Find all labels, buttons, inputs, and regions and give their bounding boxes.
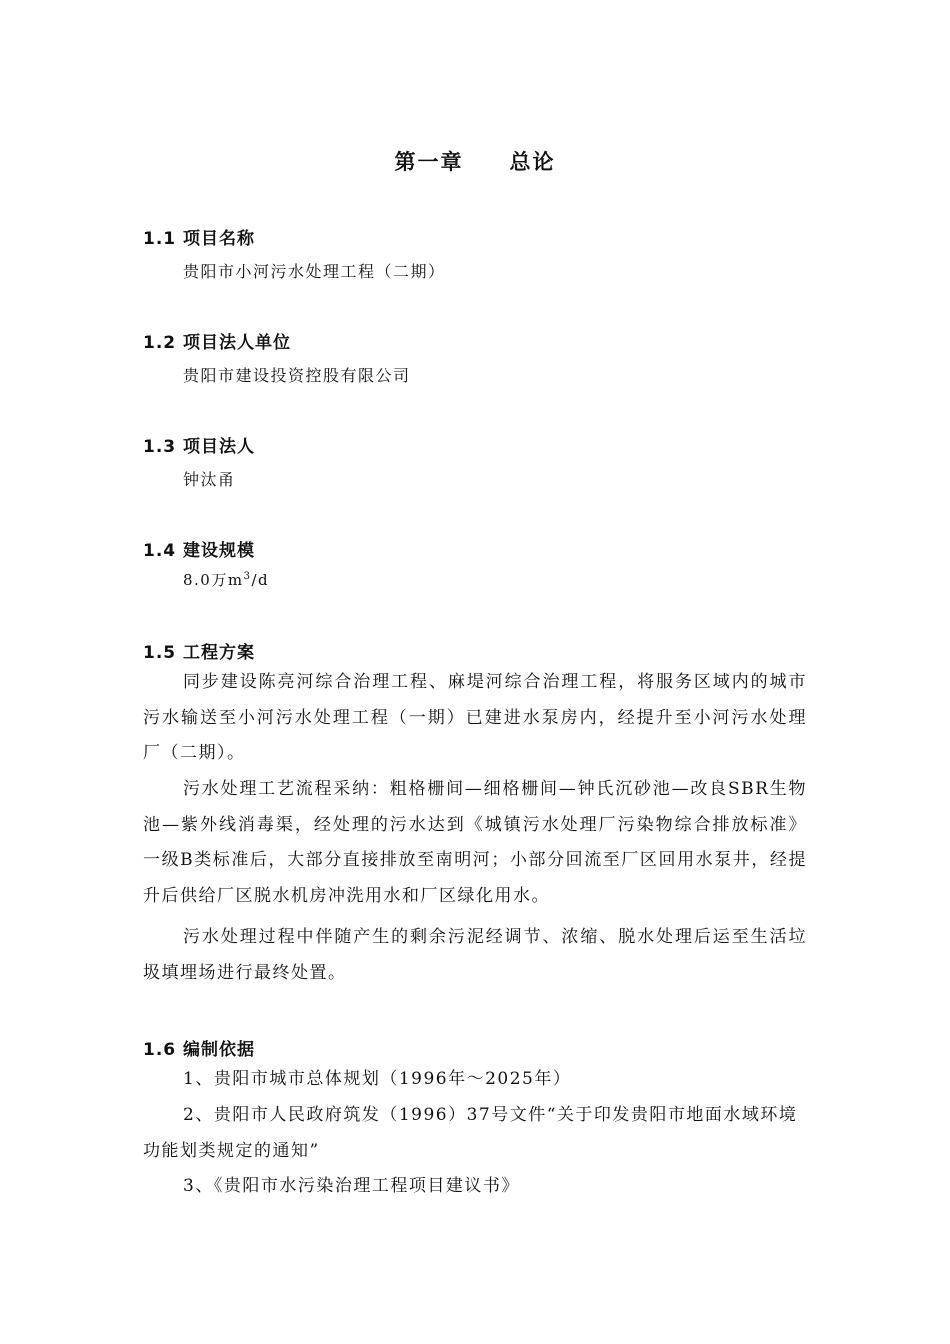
scheme-paragraph-3: 污水处理过程中伴随产生的剩余污泥经调节、浓缩、脱水处理后运至生活垃圾填埋场进行最终处置。 [143,927,807,983]
scale-unit: /d [251,571,270,589]
scale-value: 8.0万m [183,571,244,589]
construction-scale [183,569,269,590]
project-name: 贵阳市小河污水处理工程（二期） [183,262,446,281]
section-heading-1-5: 1.5 工程方案 [143,643,256,663]
section-heading-1-4: 1.4 建设规模 [143,541,256,561]
section-heading-1-6: 1.6 编制依据 [143,1040,256,1060]
chapter-title: 第一章 总论 [394,150,556,174]
scale-superscript: 3 [243,571,252,582]
scheme-paragraph-1: 同步建设陈亮河综合治理工程、麻堤河综合治理工程，将服务区域内的城市污水输送至小河污水处理工程（一期）已建进水泵房内，经提升至小河污水处理厂（二期）。 [143,672,807,763]
basis-item-1: 1、贵阳市城市总体规划（1996年～2025年） [183,1069,572,1089]
scheme-paragraph-2: 污水处理工艺流程采纳：粗格栅间—细格栅间—钟氏沉砂池—改良SBR生物池—紫外线消毒渠，经处理的污水达到《城镇污水处理厂污染物综合排放标准》一级B类标准后，大部分直接排放至南明河；小部分回流至厂区回用水泵井，经提升后供给厂区脱水机房冲洗用水和厂区绿化用水。 [143,779,807,906]
legal-entity: 贵阳市建设投资控股有限公司 [183,366,411,385]
basis-item-2: 2、贵阳市人民政府筑发（1996）37号文件“关于印发贵阳市地面水域环境功能划类规定的通知” [143,1105,798,1161]
section-heading-1-1: 1.1 项目名称 [143,229,256,249]
legal-person: 钟汰甬 [183,470,236,489]
section-heading-1-2: 1.2 项目法人单位 [143,333,292,353]
basis-item-3: 3、《贵阳市水污染治理工程项目建议书》 [183,1176,520,1196]
section-heading-1-3: 1.3 项目法人 [143,437,256,457]
